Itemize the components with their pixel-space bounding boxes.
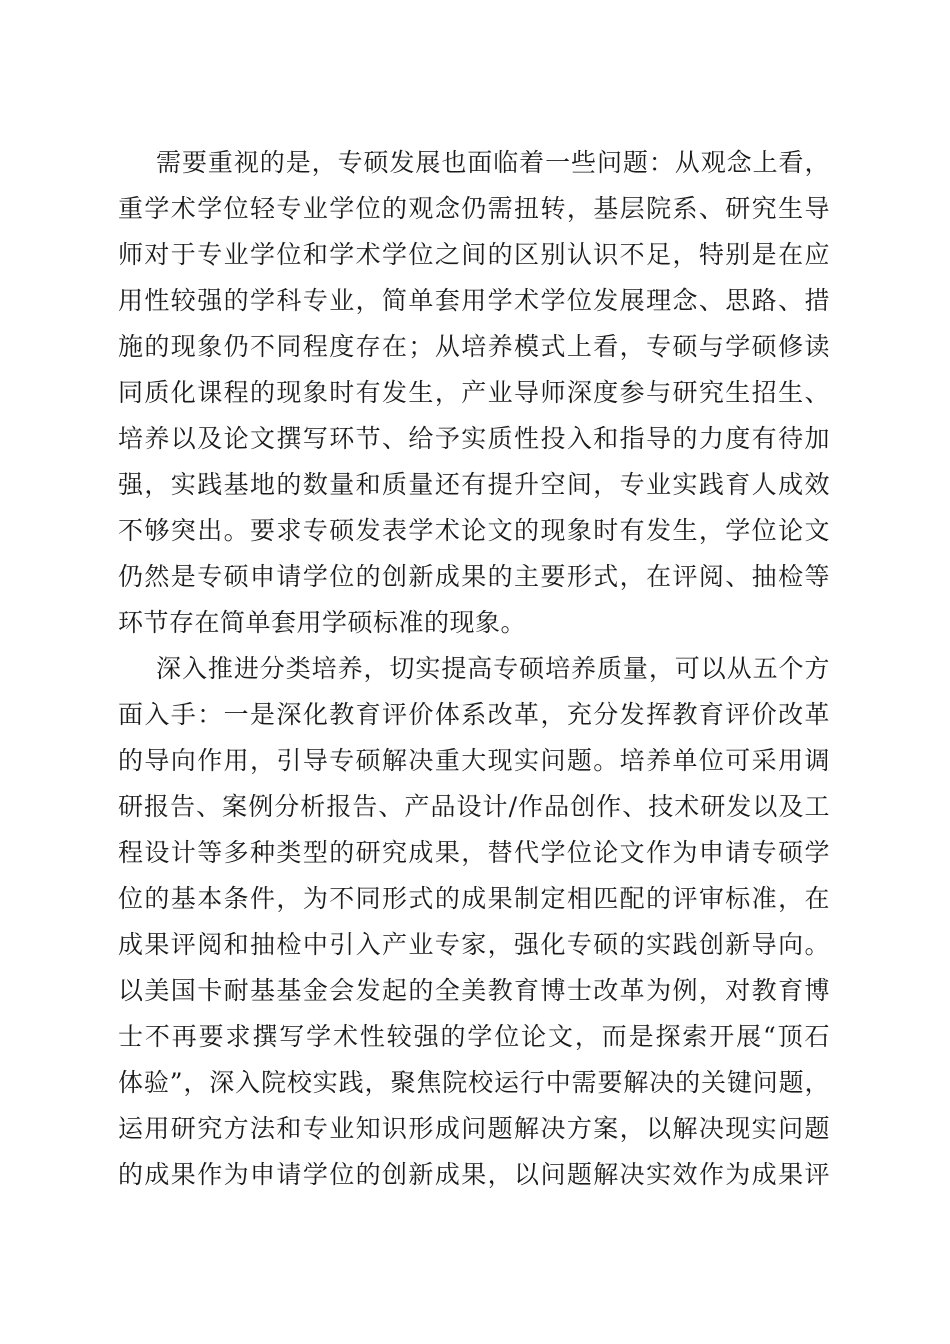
text-line: 同质化课程的现象时有发生，产业导师深度参与研究生招生、 xyxy=(118,378,830,407)
text-line: 施的现象仍不同程度存在；从培养模式上看，专硕与学硕修读 xyxy=(118,332,830,361)
text-line: 面入手：一是深化教育评价体系改革，充分发挥教育评价改革 xyxy=(118,700,830,729)
text-line: 以美国卡耐基基金会发起的全美教育博士改革为例，对教育博 xyxy=(118,976,830,1005)
text-line: 重学术学位轻专业学位的观念仍需扭转，基层院系、研究生导 xyxy=(118,194,830,223)
text-line: 成果评阅和抽检中引入产业专家，强化专硕的实践创新导向。 xyxy=(118,930,830,959)
text-line: 的导向作用，引导专硕解决重大现实问题。培养单位可采用调 xyxy=(118,746,830,775)
text-line: 培养以及论文撰写环节、给予实质性投入和指导的力度有待加 xyxy=(118,424,830,453)
text-line: 士不再要求撰写学术性较强的学位论文，而是探索开展“顶石 xyxy=(118,1022,830,1051)
text-line: 需要重视的是，专硕发展也面临着一些问题：从观念上看， xyxy=(156,148,830,177)
paragraph-1 xyxy=(118,140,830,646)
text-line: 仍然是专硕申请学位的创新成果的主要形式，在评阅、抽检等 xyxy=(118,562,830,591)
text-line: 位的基本条件，为不同形式的成果制定相匹配的评审标准，在 xyxy=(118,884,830,913)
paragraph-2 xyxy=(118,646,830,1198)
text-line: 强，实践基地的数量和质量还有提升空间，专业实践育人成效 xyxy=(118,470,830,499)
text-line: 师对于专业学位和学术学位之间的区别认识不足，特别是在应 xyxy=(118,240,830,269)
text-line: 的成果作为申请学位的创新成果，以问题解决实效作为成果评 xyxy=(118,1160,830,1189)
text-line: 研报告、案例分析报告、产品设计/作品创作、技术研发以及工 xyxy=(118,792,830,821)
document-body xyxy=(118,140,830,1198)
text-line: 用性较强的学科专业，简单套用学术学位发展理念、思路、措 xyxy=(118,286,830,315)
text-line: 程设计等多种类型的研究成果，替代学位论文作为申请专硕学 xyxy=(118,838,830,867)
text-line: 体验”，深入院校实践，聚焦院校运行中需要解决的关键问题， xyxy=(118,1068,830,1097)
text-line: 不够突出。要求专硕发表学术论文的现象时有发生，学位论文 xyxy=(118,516,830,545)
text-line: 运用研究方法和专业知识形成问题解决方案，以解决现实问题 xyxy=(118,1114,830,1143)
text-line: 深入推进分类培养，切实提高专硕培养质量，可以从五个方 xyxy=(156,654,830,683)
text-line: 环节存在简单套用学硕标准的现象。 xyxy=(118,608,527,637)
